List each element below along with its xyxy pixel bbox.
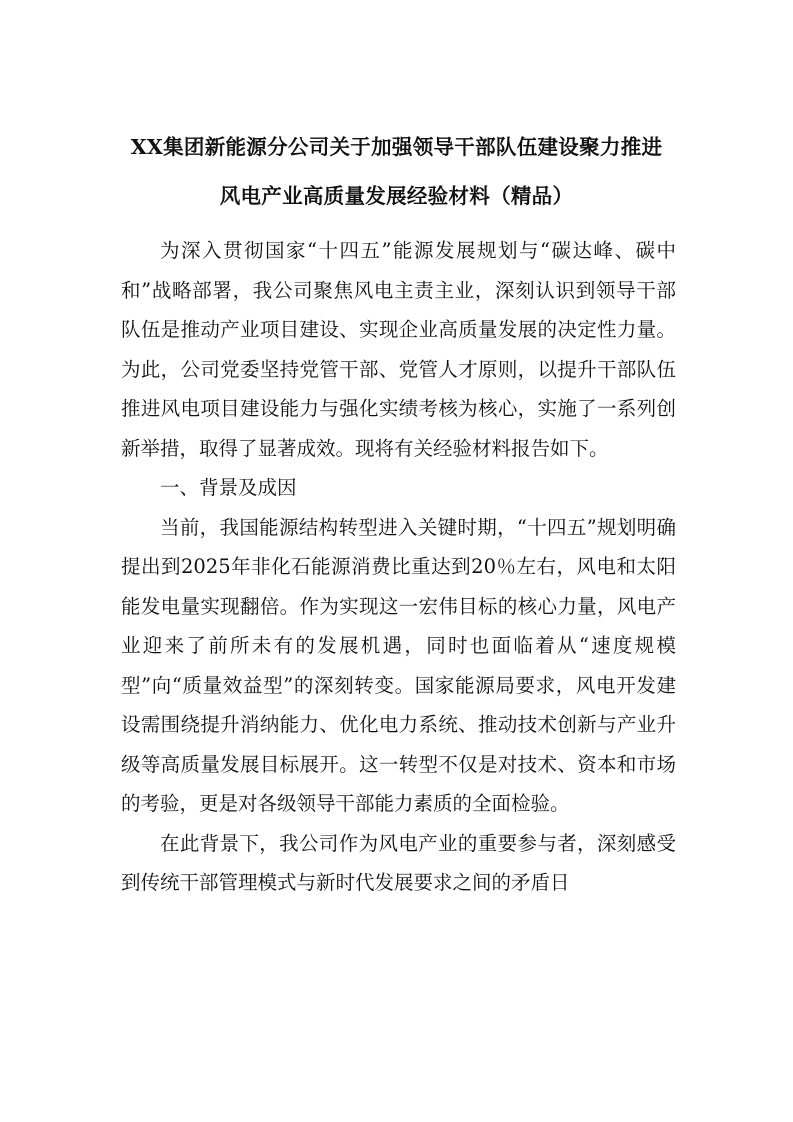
document-title-line-2: 风电产业高质量发展经验材料（精品）: [219, 184, 574, 208]
document-title-line-1: XX集团新能源分公司关于加强领导干部队伍建设聚力推进: [130, 135, 663, 159]
intro-paragraph: 为深入贯彻国家“十四五”能源发展规划与“碳达峰、碳中和”战略部署，我公司聚焦风电主责主业，深刻认识到领导干部队伍是推动产业项目建设、实现企业高质量发展的决定性力量。为此，公司党委坚持党管干部、党管人才原则，以提升干部队伍推进风电项目建设能力与强化实绩考核为核心，实施了一系列创新举措，取得了显著成效。现将有关经验材料报告如下。: [121, 239, 676, 460]
section-heading-background: 一、背景及成因: [160, 476, 297, 499]
context-paragraph: 在此背景下，我公司作为风电产业的重要参与者，深刻感受到传统干部管理模式与新时代发展要求之间的矛盾日: [121, 831, 676, 894]
background-paragraph: 当前，我国能源结构转型进入关键时期，“十四五”规划明确提出到2025年非化石能源消费比重达到20％左右，风电和太阳能发电量实现翻倍。作为实现这一宏伟目标的核心力量，风电产业迎来了前所未有的发展机遇，同时也面临着从“速度规模型”向“质量效益型”的深刻转变。国家能源局要求，风电开发建设需围绕提升消纳能力、优化电力系统、推动技术创新与产业升级等高质量发展目标展开。这一转型不仅是对技术、资本和市场的考验，更是对各级领导干部能力素质的全面检验。: [121, 515, 676, 815]
document-body: [121, 231, 676, 903]
